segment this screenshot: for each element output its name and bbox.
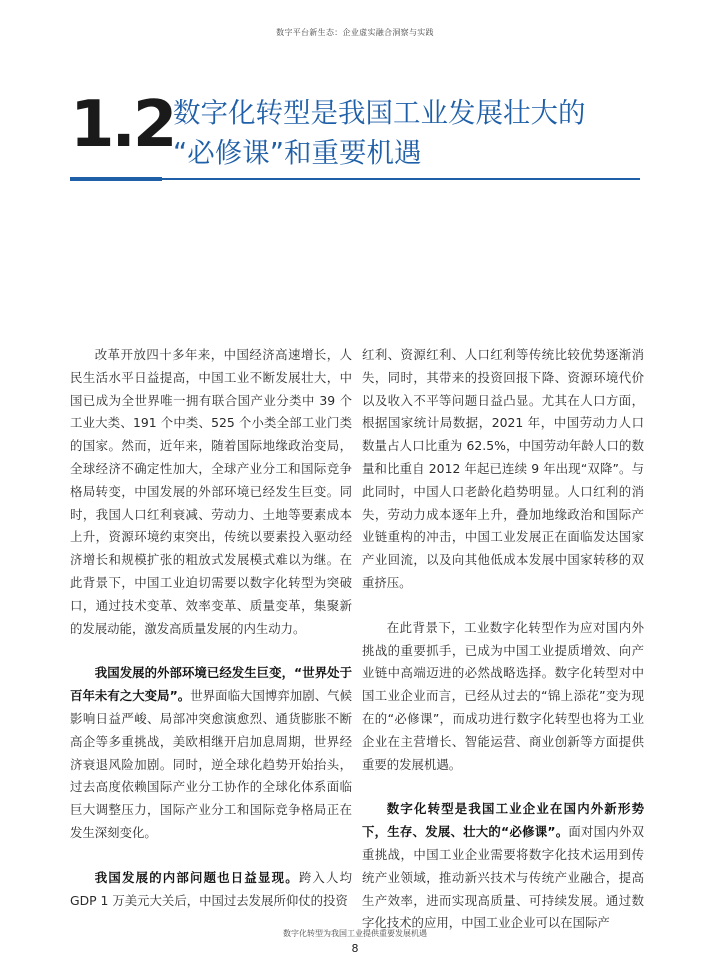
paragraph-text: 跨入人均 GDP 1 万美元大关后，中国过去发展所仰仗的投资 [70,869,353,908]
section-title-line-1: 数字化转型是我国工业发展壮大的 [173,97,586,129]
section-number: 1.2 [70,88,175,162]
section-title-line-2: “必修课”和重要机遇 [173,137,422,169]
body-column-right [362,344,644,935]
paragraph-lead: 我国发展的内部问题也日益显现。 [94,869,299,885]
title-divider-accent [70,177,162,181]
running-footer: 数字化转型为我国工业提供重要发展机遇 [283,929,427,938]
paragraph: 改革开放四十多年来，中国经济高速增长，人民生活水平日益提高，中国工业不断发展壮大，中国已成为全世界唯一拥有联合国产业分类中 39 个工业大类、191 个中类、525 个小类全部工业门类的国家。然而，近年来，随着国际地缘政治变局，全球经济不确定性加大，全球产业分工和国际竞争格局转变，中国发展的外部环境已经发生巨变。同时，我国人口红利衰减、劳动力、土地等要素成本上升，资源环境约束突出，传统以要素投入驱动经济增长和规模扩张的粗放式发展模式难以为继。在此背景下，中国工业迫切需要以数字化转型为突破口，通过技术变革、效率变革、质量变革，集聚新的发展动能，激发高质量发展的内生动力。 [70,347,352,636]
paragraph-lead: 数字化转型是我国工业企业在国内外新形势下，生存、发展、壮大的“必修课”。 [362,801,644,840]
body-column-left [70,344,352,912]
paragraph-lead: 我国发展的外部环境已经发生巨变，“世界处于百年未有之大变局”。 [70,665,352,704]
section-title [173,93,653,173]
paragraph [70,867,352,913]
paragraph [70,662,352,844]
paragraph [362,798,644,935]
paragraph: 在此背景下，工业数字化转型作为应对国内外挑战的重要抓手，已成为中国工业提质增效、向产业链中高端迈进的必然战略选择。数字化转型对中国工业企业而言，已经从过去的“锦上添花”变为现在的“必修课”，而成功进行数字化转型也将为工业企业在主营增长、智能运营、商业创新等方面提供重要的发展机遇。 [362,619,644,772]
paragraph: 红利、资源红利、人口红利等传统比较优势逐渐消失，同时，其带来的投资回报下降、资源环境代价以及收入不平等问题日益凸显。尤其在人口方面，根据国家统计局数据，2021 年，中国劳动力人口数量占人口比重为 62.5%，中国劳动年龄人口的数量和比重自 2012 年起已连续 9 年出现“双降”。与此同时，中国人口老龄化趋势明显。人口红利的消失，劳动力成本逐年上升，叠加地缘政治和国际产业链重构的冲击，中国工业发展正在面临发达国家产业回流，以及向其他低成本发展中国家转移的双重挤压。 [362,347,644,590]
running-header: 数字平台新生态：企业虚实融合洞察与实践 [276,28,434,37]
page-number: 8 [351,942,359,955]
paragraph-text: 面对国内外双重挑战，中国工业企业需要将数字化技术运用到传统产业领域，推动新兴技术与传统产业融合，提高生产效率，进而实现高质量、可持续发展。通过数字化技术的应用，中国工业企业可以在国际产 [362,824,644,931]
paragraph-text: 世界面临大国博弈加剧、气候影响日益严峻、局部冲突愈演愈烈、通货膨胀不断高企等多重挑战，美欧相继开启加息周期，世界经济衰退风险加剧。同时，逆全球化趋势开始抬头，过去高度依赖国际产业分工协作的全球化体系面临巨大调整压力，国际产业分工和国际竞争格局正在发生深刻变化。 [70,688,352,840]
